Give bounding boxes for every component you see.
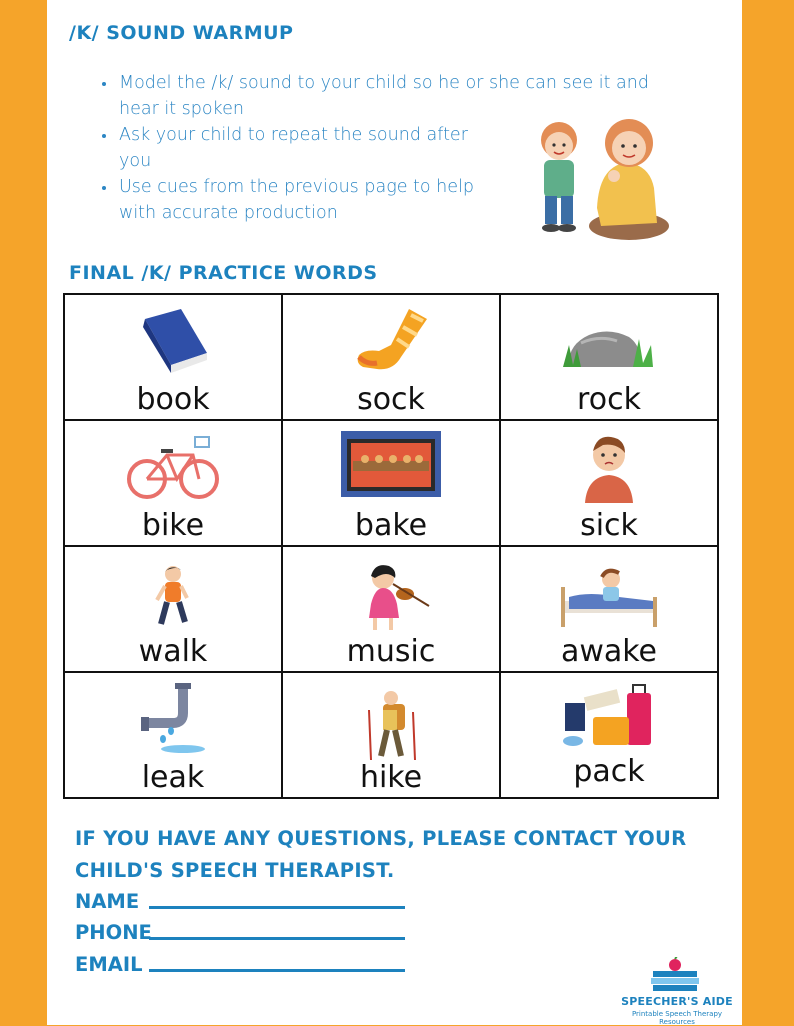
word-label: music xyxy=(346,634,436,669)
word-label: pack xyxy=(573,754,645,789)
logo-tagline: Printable Speech Therapy Resources xyxy=(631,1010,723,1026)
warmup-title: /K/ SOUND WARMUP xyxy=(69,22,294,44)
word-card xyxy=(64,672,282,798)
luggage-picture xyxy=(559,681,659,753)
walking-boy-picture xyxy=(123,557,223,643)
logo-name: SPEECHER'S AIDE xyxy=(621,995,733,1008)
worksheet-page xyxy=(47,0,742,1025)
instruction-item: • Model the /k/ sound to your child so he or she can see it and hear it spoken xyxy=(117,70,677,122)
books-apple-icon xyxy=(647,957,703,995)
instruction-item: • Use cues from the previous page to help with accurate production xyxy=(117,174,499,226)
email-label: EMAIL xyxy=(75,953,143,976)
name-write-line xyxy=(149,906,405,909)
email-write-line xyxy=(149,969,405,972)
word-card xyxy=(500,420,718,546)
word-label: sock xyxy=(357,382,425,417)
mother-child-illustration xyxy=(519,108,679,243)
violin-girl-picture xyxy=(341,557,441,643)
instruction-item: • Ask your child to repeat the sound after you xyxy=(117,122,499,174)
phone-write-line xyxy=(149,937,405,940)
practice-title: FINAL /K/ PRACTICE WORDS xyxy=(69,262,378,284)
word-label: sick xyxy=(580,508,638,543)
book-picture xyxy=(123,305,223,377)
waking-boy-picture xyxy=(554,557,664,629)
word-card xyxy=(64,546,282,672)
word-card xyxy=(64,420,282,546)
hiker-picture xyxy=(341,683,441,769)
practice-words-grid xyxy=(63,293,719,799)
word-card xyxy=(500,546,718,672)
word-label: hike xyxy=(359,760,423,795)
bike-picture xyxy=(114,431,232,503)
word-card xyxy=(282,294,500,420)
word-card xyxy=(64,294,282,420)
word-label: awake xyxy=(560,634,658,669)
word-label: book xyxy=(136,382,210,417)
word-label: bake xyxy=(354,508,428,543)
speechers-aide-logo xyxy=(617,955,737,1025)
oven-picture xyxy=(341,431,441,503)
word-label: leak xyxy=(141,760,205,795)
sick-boy-picture xyxy=(559,431,659,503)
word-label: bike xyxy=(141,508,205,543)
sock-picture xyxy=(341,305,441,377)
rock-picture xyxy=(559,305,659,377)
word-card xyxy=(500,672,718,798)
phone-label: PHONE xyxy=(75,921,152,944)
word-card xyxy=(282,420,500,546)
name-label: NAME xyxy=(75,890,140,913)
word-card xyxy=(500,294,718,420)
contact-note: IF YOU HAVE ANY QUESTIONS, PLEASE CONTACT YOUR CHILD'S SPEECH THERAPIST. xyxy=(75,827,687,882)
word-label: rock xyxy=(577,382,641,417)
leaking-pipe-picture xyxy=(123,683,223,755)
word-card xyxy=(282,672,500,798)
word-card xyxy=(282,546,500,672)
word-label: walk xyxy=(138,634,208,669)
